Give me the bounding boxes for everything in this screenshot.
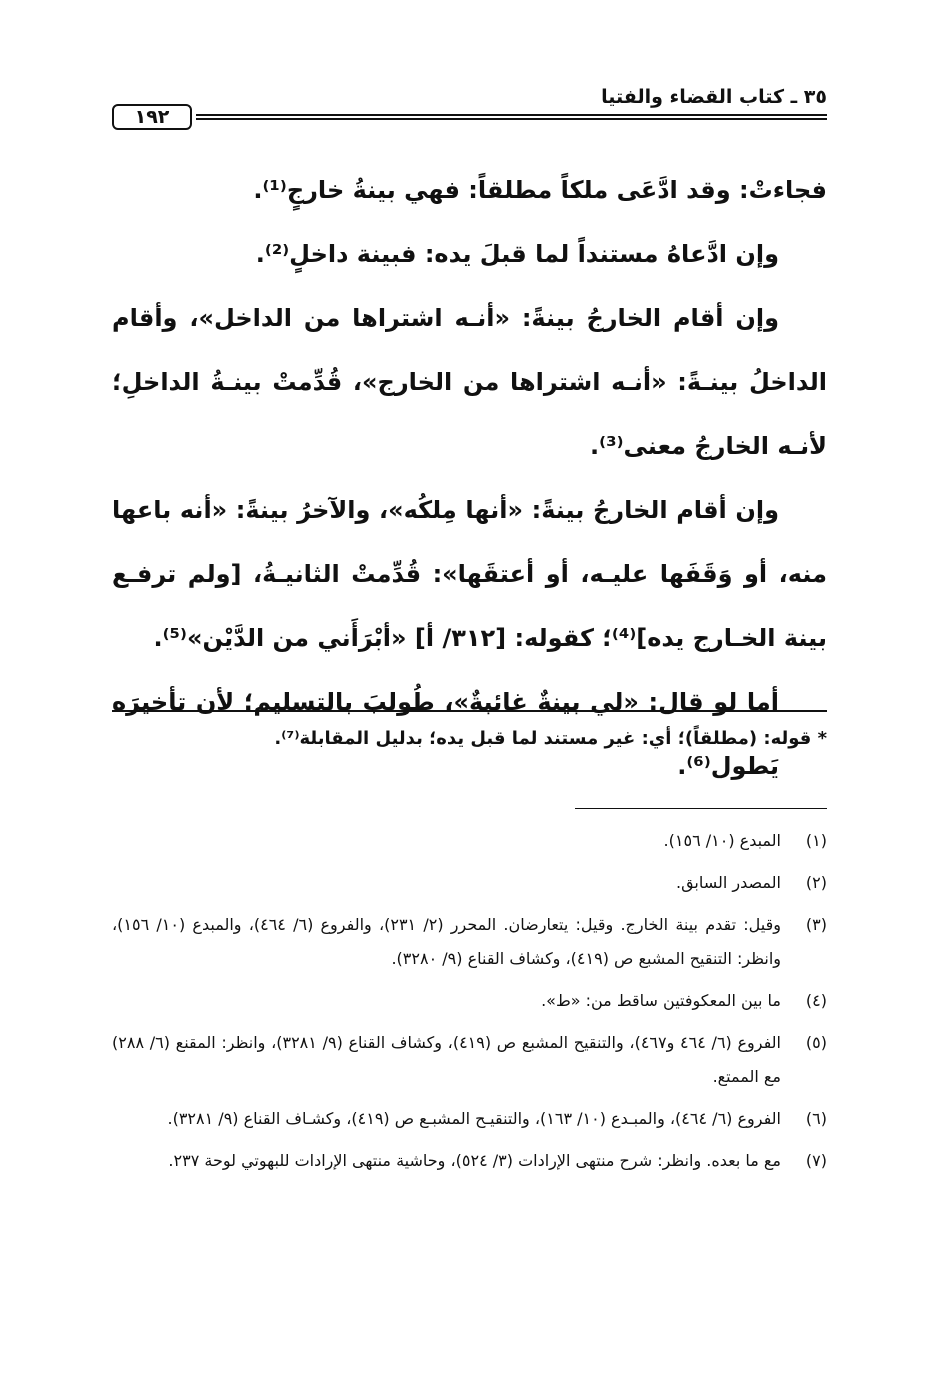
- footnote-text: وقيل: تقدم بينة الخارج. وقيل: يتعارضان. المحرر (٢/ ٢٣١)، والفروع (٦/ ٤٦٤)، والمبدع (١٠/ ١٥٦)، وانظر: التنقيح المشبع ص (٤١٩)، وكشاف القناع (٩/ ٣٢٨٠).: [112, 915, 781, 968]
- footnote-number: (١): [805, 831, 827, 850]
- footnote-number: (٢): [805, 873, 827, 892]
- footnote: [112, 1102, 827, 1136]
- footnote: [112, 1026, 827, 1094]
- footnote-number: (٤): [805, 991, 827, 1010]
- page-header: [112, 82, 827, 132]
- paragraph: أما لو قال: «لي بينةٌ غائبةٌ»، طُولبَ بالتسليم؛ لأن تأخيرَه يَطول⁽⁶⁾.: [112, 688, 779, 780]
- paragraph: وإن أقام الخارجُ بينةً: «أنـه اشتراها من الداخل»، وأقام الداخلُ بينـةً: «أنـه اشتراها من الخارج»، قُدِّمتْ بينـةُ الداخلِ؛ لأنـه الخارجُ معنى⁽³⁾.: [112, 304, 827, 460]
- footnote-number: (٣): [805, 915, 827, 934]
- footnote-number: (٦): [805, 1109, 827, 1128]
- footnote-number: (٧): [805, 1151, 827, 1170]
- text-separator: [112, 710, 827, 712]
- footnote: [112, 984, 827, 1018]
- paragraph: وإن ادَّعاهُ مستنداً لما قبلَ يده: فبينة داخلٍ⁽²⁾.: [255, 240, 779, 268]
- main-text: [112, 158, 827, 798]
- footnote: [112, 908, 827, 976]
- footnote-text: الفروع (٦/ ٤٦٤ و٤٦٧)، والتنقيح المشبع ص (٤١٩)، وكشاف القناع (٩/ ٣٢٨١)، وانظر: المقنع (٦/ ٢٨٨) مع الممتع.: [112, 1033, 781, 1086]
- footnotes: [112, 824, 827, 1186]
- footnote-text: مع ما بعده. وانظر: شرح منتهى الإرادات (٣/ ٥٢٤)، وحاشية منتهى الإرادات للبهوتي لوحة ٢٣٧.: [168, 1151, 781, 1170]
- footnote-text: الفروع (٦/ ٤٦٤)، والمبـدع (١٠/ ١٦٣)، والتنقيـح المشبـع ص (٤١٩)، وكشـاف القناع (٩/ ٣٢٨١).: [167, 1109, 781, 1128]
- footnote-separator: [575, 808, 827, 809]
- footnote: [112, 866, 827, 900]
- paragraph: وإن أقام الخارجُ بينةً: «أنها مِلكُه»، والآخرُ بينةً: «أنه باعها منه، أو وَقَفَها عليـه، أو أعتقَها»: قُدِّمتْ الثانيـةُ، [ولم ترفـع بينة الخـارج يده]⁽⁴⁾؛ كقوله: [٣١٢/ أ] «أبْرَأَني من الدَّيْن»⁽⁵⁾.: [112, 496, 827, 652]
- commentary-note: * قوله: (مطلقاً)؛ أي: غير مستند لما قبل يده؛ بدليل المقابلة⁽⁷⁾.: [274, 728, 827, 749]
- footnote-number: (٥): [805, 1033, 827, 1052]
- footnote-text: المصدر السابق.: [675, 873, 781, 892]
- footnote: [112, 824, 827, 858]
- footnote-text: ما بين المعكوفتين ساقط من: «ط».: [541, 991, 781, 1010]
- footnote: [112, 1144, 827, 1178]
- footnote-text: المبدع (١٠/ ١٥٦).: [663, 831, 781, 850]
- header-rule: [196, 114, 827, 120]
- running-title: ٣٥ ـ كتاب القضاء والفتيا: [601, 86, 827, 108]
- page-number: ١٩٢: [112, 104, 192, 130]
- paragraph: فجاءتْ: وقد ادَّعَى ملكاً مطلقاً: فهي بينةُ خارجٍ⁽¹⁾.: [253, 176, 827, 204]
